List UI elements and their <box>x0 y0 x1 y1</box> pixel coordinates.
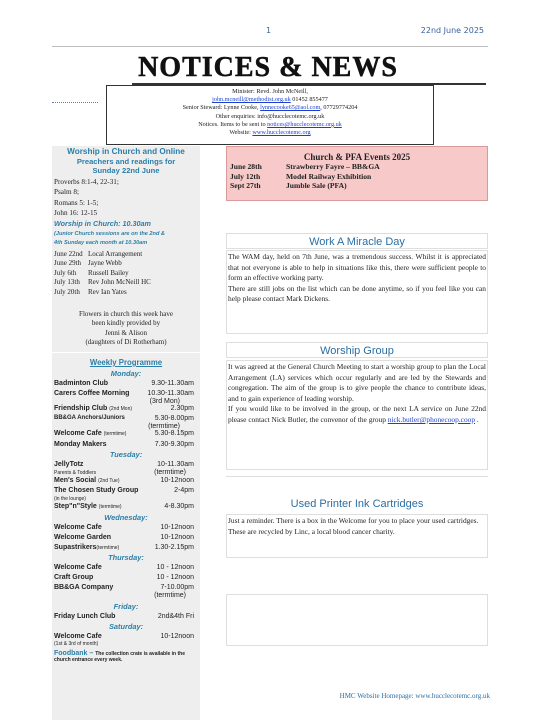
wam-paragraph: The WAM day, held on 7th June, was a tremendous success. Whilst it is appreciated that not everyone is able to help in situations like this, there were sufficient people to form an effective working party. <box>228 252 486 283</box>
preacher-row: July 20th Rev Ian Yates <box>54 287 127 296</box>
dotted-rule <box>52 102 98 103</box>
steward-line: Senior Steward: Lynne Cooke, lynnecooke65@aol.com, 07729774204 <box>182 104 358 112</box>
weekly-programme <box>52 369 200 663</box>
day-monday: Monday: <box>110 369 142 378</box>
left-column <box>52 146 200 720</box>
activity-row: Welcome Cafe 10-12noon <box>54 523 194 531</box>
day-thursday: Thursday: <box>108 553 144 563</box>
flowers-notice: Flowers in church this week have been kindly provided by Jenni & Alison (daughters of Di Rotherham) <box>79 310 173 347</box>
reading: John 16: 12-15 <box>54 208 98 217</box>
worship-title: Worship in Church and Online <box>67 147 185 156</box>
other-enquiries: Other enquiries: info@hucclecotemc.org.uk <box>215 112 325 120</box>
preacher-row: June 22nd Local Arrangement <box>54 250 143 258</box>
worship-group-title: Worship Group <box>226 342 488 358</box>
minister-line: Minister: Revd. John McNeill, <box>232 88 308 95</box>
events-title: Church & PFA Events 2025 <box>303 152 411 162</box>
header-rule <box>52 46 488 47</box>
reading: Psalm 8; <box>54 188 79 197</box>
notices-email-link[interactable]: notices@hucclecotemc.org.uk <box>267 120 342 128</box>
worship-group-paragraph: If you would like to be involved in the group, or the next LA service on June 22nd please contact Nick Butler, the convenor of the group nick.butler@phonecoop.coop . <box>228 404 486 424</box>
activity-row: BB&GA Anchors/Juniors 5.30-8.00pm <box>54 415 194 423</box>
preacher-row: June 29th Jayne Webb <box>54 259 122 268</box>
event-row: Sept 27th Jumble Sale (PFA) <box>230 181 347 190</box>
activity-row: The Chosen Study Group 2-4pm <box>54 487 194 495</box>
activity-row: Carers Coffee Morning 10.30-11.30am <box>54 389 194 397</box>
ink-paragraph: Just a reminder. There is a box in the Welcome for you to place your used cartridges. These are recycled by Linc, a local blood cancer charity. <box>228 516 479 536</box>
page-number: 1 <box>266 26 272 35</box>
day-saturday: Saturday: <box>108 621 144 631</box>
activity-row: (termtime) <box>154 591 186 599</box>
preacher-row: July 6th Russell Bailey <box>54 268 129 277</box>
website-link[interactable]: www.hucclecotemc.org <box>252 129 311 137</box>
foodbank-note: Foodbank – The collection crate is available in the church entrance every week. <box>54 650 185 664</box>
masthead-title: NOTICES & NEWS <box>138 52 398 83</box>
wam-body <box>226 250 488 334</box>
activity-row: Step"n"Style (termtime) 4-8.30pm <box>54 503 194 511</box>
ink-title: Used Printer Ink Cartridges <box>226 496 488 512</box>
activity-row: Men's Social (2nd Tue) 10-12noon <box>54 476 194 484</box>
minister-email-link[interactable]: john.mcneill@methodist.org.uk <box>212 96 291 104</box>
day-tuesday: Tuesday: <box>109 449 143 459</box>
day-wednesday: Wednesday: <box>104 512 148 522</box>
activity-row: Parents & Toddlers (termtime) <box>54 468 186 476</box>
events-box <box>226 146 488 201</box>
activity-row: Craft Group 10 - 12noon <box>54 574 194 582</box>
activity-row: Supastrikers(termtime) 1.30-2.15pm <box>54 543 194 551</box>
day-friday: Friday: <box>113 601 139 611</box>
page-date: 22nd June 2025 <box>420 26 484 35</box>
activity-row: Badminton Club 9.30-11.30am <box>54 380 194 387</box>
preacher-row: July 13th Rev John McNeill HC <box>54 278 151 287</box>
readings-list <box>52 177 200 218</box>
event-row: June 28th Strawberry Fayre – BB&GA <box>230 162 380 171</box>
activity-row: Welcome Cafe 10-12noon <box>54 632 194 640</box>
empty-box <box>226 594 488 646</box>
footer-website[interactable]: HMC Website Homepage: www.hucclecotemc.org.uk <box>339 692 490 700</box>
website-line: Website: www.hucclecotemc.org <box>229 129 311 137</box>
activity-row: BB&GA Company 7-10.00pm <box>54 583 194 591</box>
activity-row: (termtime) <box>148 423 180 431</box>
reading: Romans 5: 1-5; <box>54 198 99 207</box>
junior-church-line1: (Junior Church sessions are on the 2nd & <box>54 231 165 237</box>
divider <box>226 476 488 477</box>
activity-row: JellyTotz 10-11.30am <box>54 460 194 468</box>
preacher-list <box>52 250 200 297</box>
activity-row: Welcome Garden 10-12noon <box>54 533 194 541</box>
event-row: July 12th Model Railway Exhibition <box>230 171 372 181</box>
minister-contact: john.mcneill@methodist.org.uk 01452 855477 <box>212 96 328 104</box>
contact-box <box>106 85 434 145</box>
nick-butler-email-link[interactable]: nick.butler@phonecoop.coop <box>387 414 476 424</box>
activity-row: Friday Lunch Club 2nd&4th Fri <box>54 612 194 620</box>
preachers-title: Preachers and readings for <box>76 157 176 166</box>
wam-title: Work A Miracle Day <box>226 233 488 249</box>
ink-body <box>226 514 488 558</box>
activity-row: Friendship Club (2nd Mon) 2.30pm <box>54 404 194 412</box>
activity-row: Monday Makers 7.30-9.30pm <box>54 440 194 448</box>
steward-email-link[interactable]: lynnecooke65@aol.com <box>260 104 321 112</box>
worship-group-body <box>226 360 488 470</box>
activity-row: Welcome Cafe 10 - 12noon <box>54 564 194 572</box>
weekly-programme-title: Weekly Programme <box>89 358 163 367</box>
activity-row: (3rd Mon) <box>149 397 180 405</box>
sunday-date: Sunday 22nd June <box>92 166 160 175</box>
worship-time: Worship in Church: 10.30am <box>54 219 151 228</box>
wam-paragraph: There are still jobs on the list which can be done anytime, so if you feel like you can help please contact Mark Dickens. <box>228 283 486 304</box>
activity-row: Welcome Cafe (termtime) 5.30-8.15pm <box>54 430 194 438</box>
worship-group-paragraph: It was agreed at the General Church Meeting to start a worship group to plan the Local Arrangement (LA) services which occur regularly and are led by the Stewards and congregation. The aim of the group is to give people the chance to contribute ideas, and to gain experience of leading worship. <box>228 362 486 403</box>
reading: Proverbs 8:1-4, 22-31; <box>54 178 119 186</box>
divider <box>52 352 200 353</box>
notices-line: Notices. Items to be sent to notices@hucclecotemc.org.uk <box>198 120 342 128</box>
activity-row: (1st & 3rd of month) <box>54 641 99 648</box>
junior-church-line2: 4th Sunday each month at 10.30am <box>54 240 148 246</box>
activity-row: (in the lounge) <box>54 496 86 503</box>
